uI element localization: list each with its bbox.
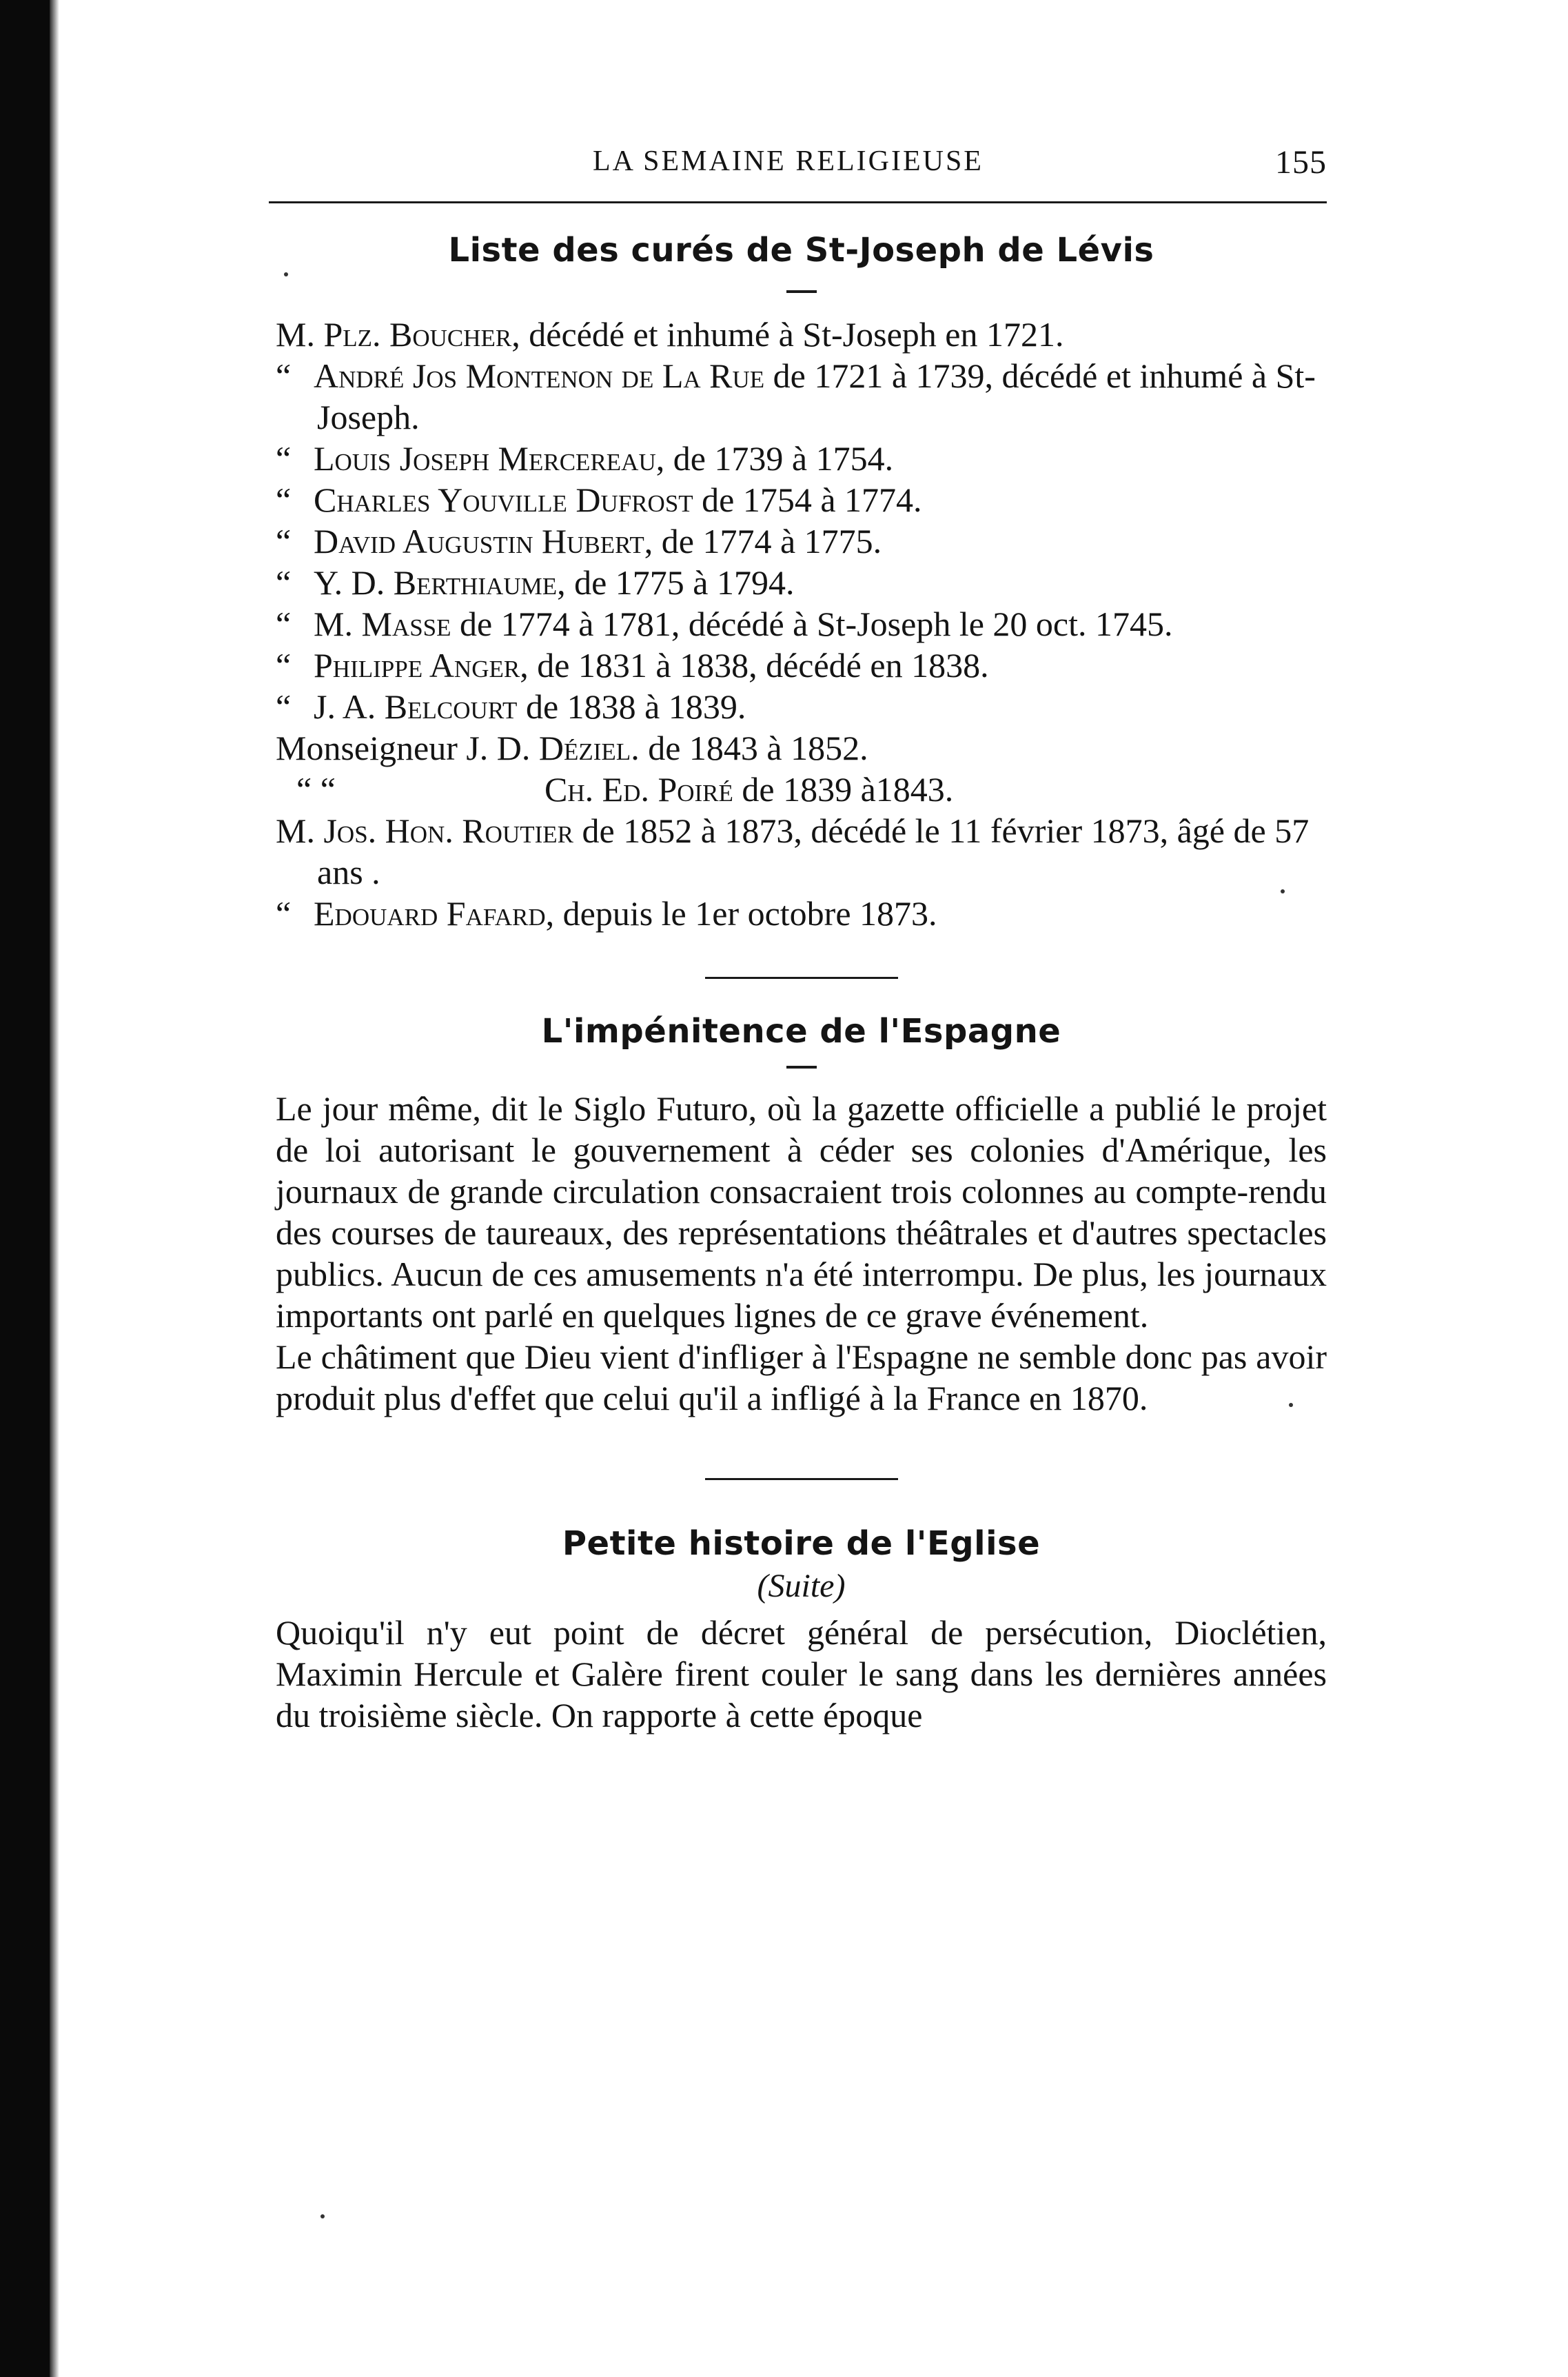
cure-name: M. Masse <box>314 605 451 643</box>
cure-name: Plz. Boucher <box>323 315 512 354</box>
print-speck <box>1289 1403 1293 1407</box>
section-title-histoire: Petite histoire de l'Eglise <box>562 1524 1041 1563</box>
section-separator <box>705 1478 898 1480</box>
cure-name: J. A. Belcourt <box>314 687 518 726</box>
cure-name: Jos. Hon. Routier <box>323 811 573 850</box>
cure-name: Louis Joseph Mercereau <box>314 439 656 478</box>
list-item <box>276 810 1327 893</box>
running-title: LA SEMAINE RELIGIEUSE <box>593 145 984 177</box>
list-item <box>276 562 1327 603</box>
ditto-mark: “ <box>276 481 292 519</box>
cure-name: J. D. Déziel <box>466 729 631 767</box>
ditto-mark: “ “ <box>296 770 336 809</box>
list-item <box>276 893 1327 934</box>
ditto-mark: “ <box>276 605 292 643</box>
entry-details: de 1839 à1843. <box>733 770 954 809</box>
entry-details: de 1754 à 1774. <box>693 481 922 519</box>
list-item <box>276 314 1327 355</box>
article-paragraph: Le jour même, dit le Siglo Futuro, où la gazette officielle a publié le projet de loi autorisant le gouvernement à céder ses colonies d'Amérique, les journaux de grande circulation consacraient trois colonnes au compte-rendu des courses de taureaux, des représentations théâtrales et d'autres spectacles publics. Aucun de ces amusements n'a été interrompu. De plus, les journaux importants ont parlé en quelques lignes de ce grave événement. <box>276 1089 1327 1335</box>
list-item <box>276 479 1327 520</box>
entry-details: , décédé et inhumé à St-Joseph en 1721. <box>511 315 1064 354</box>
title-dash <box>786 290 817 293</box>
page-number: 155 <box>1275 144 1327 181</box>
ditto-mark: “ <box>276 563 292 602</box>
title-dash <box>786 1066 817 1069</box>
ditto-mark: “ <box>276 356 292 395</box>
cure-name: Charles Youville Dufrost <box>314 481 693 519</box>
list-item <box>276 603 1327 645</box>
section-title-cures: Liste des curés de St-Joseph de Lévis <box>448 231 1154 270</box>
print-speck <box>284 272 288 276</box>
header-rule <box>269 201 1327 203</box>
cure-name: Philippe Anger <box>314 646 520 685</box>
list-item <box>276 769 1327 810</box>
list-item <box>276 520 1327 562</box>
list-item <box>276 686 1327 727</box>
cure-name: Y. D. Berthiaume <box>314 563 558 602</box>
list-item <box>276 355 1327 438</box>
list-item <box>276 438 1327 479</box>
entry-details: de 1721 à 1739, décédé et inhumé à St-Joseph. <box>317 356 1316 436</box>
ditto-mark: “ <box>276 894 292 933</box>
cure-name: Edouard Fafard <box>314 894 546 933</box>
print-speck <box>1281 889 1285 893</box>
entry-prefix: Monseigneur <box>276 729 458 767</box>
entry-details: , de 1774 à 1775. <box>644 522 882 560</box>
entry-details: de 1774 à 1781, décédé à St-Joseph le 20 oct. 1745. <box>451 605 1173 643</box>
article-paragraph: Quoiqu'il n'y eut point de décret général de persécution, Dioclétien, Maximin Hercule et Galère firent couler le sang dans les dernières années du troisième siècle. On rapporte à cette époque <box>276 1613 1327 1734</box>
article-paragraph: Le châtiment que Dieu vient d'infliger à l'Espagne ne semble donc pas avoir produit plus d'effet que celui qu'il a infligé à la France en 1870. <box>276 1337 1327 1417</box>
section-title-espagne: L'impénitence de l'Espagne <box>541 1012 1061 1051</box>
entry-details: , de 1775 à 1794. <box>557 563 795 602</box>
list-item <box>276 645 1327 686</box>
cures-list <box>276 314 1327 934</box>
list-item <box>276 727 1327 769</box>
entry-details: , depuis le 1er octobre 1873. <box>545 894 937 933</box>
running-head <box>276 138 1327 186</box>
section-separator <box>705 977 898 979</box>
entry-details: , de 1739 à 1754. <box>655 439 894 478</box>
cure-name: David Augustin Hubert <box>314 522 644 560</box>
binding-shadow <box>50 0 59 2377</box>
section-subtitle: (Suite) <box>757 1568 846 1604</box>
cure-name: André Jos Montenon de La Rue <box>314 356 765 395</box>
ditto-mark: “ <box>276 439 292 478</box>
print-speck <box>320 2214 325 2218</box>
entry-prefix: M. <box>276 315 315 354</box>
histoire-article <box>276 1612 1327 1736</box>
entry-prefix: M. <box>276 811 315 850</box>
cure-name: Ch. Ed. Poiré <box>544 770 733 809</box>
entry-details: de 1852 à 1873, décédé le 11 février 1873, âgé de 57 ans . <box>317 811 1310 891</box>
ditto-mark: “ <box>276 646 292 685</box>
page <box>276 138 1327 1736</box>
ditto-mark: “ <box>276 522 292 560</box>
book-binding-edge <box>0 0 50 2377</box>
entry-details: . de 1843 à 1852. <box>631 729 868 767</box>
espagne-article <box>276 1088 1327 1419</box>
entry-details: , de 1831 à 1838, décédé en 1838. <box>520 646 989 685</box>
ditto-mark: “ <box>276 687 292 726</box>
entry-details: de 1838 à 1839. <box>517 687 746 726</box>
